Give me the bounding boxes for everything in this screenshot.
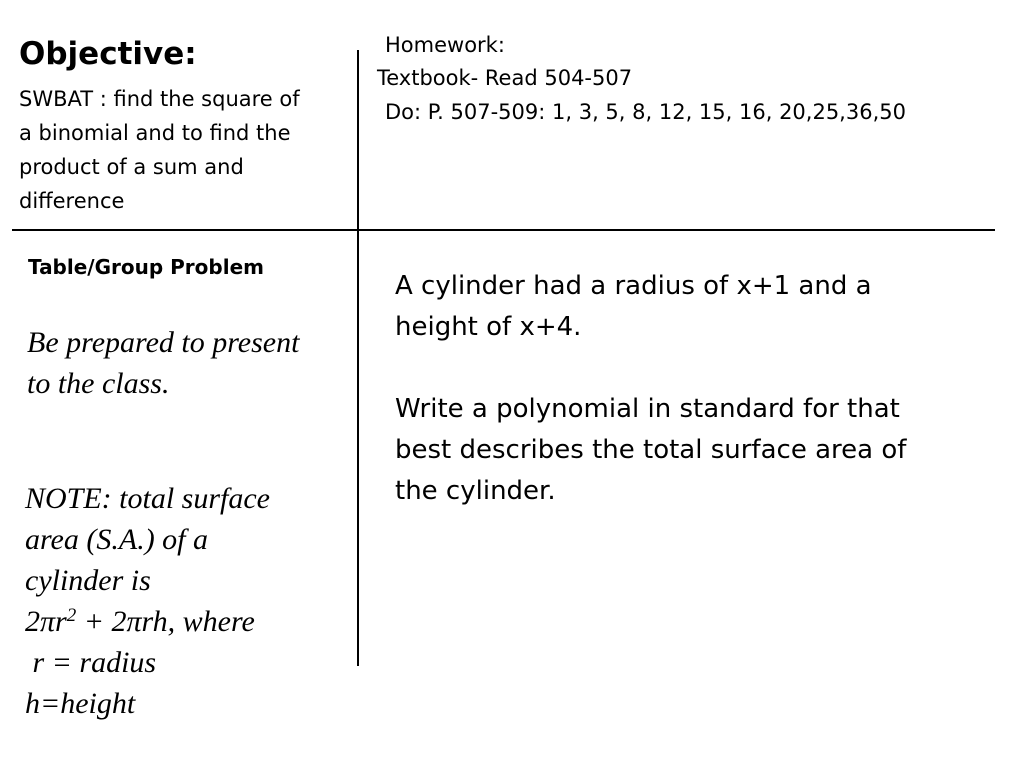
surface-area-note [25, 478, 355, 724]
formula-rest: + 2πrh, where [76, 605, 255, 638]
note-line: NOTE: total surface [25, 482, 270, 515]
note-line: cylinder is [25, 564, 151, 597]
objective-title: Objective: [19, 36, 197, 72]
homework-problems: Do: P. 507-509: 1, 3, 5, 8, 12, 15, 16, 20,25,36,50 [385, 100, 906, 124]
objective-body [19, 82, 349, 218]
objective-line: a binomial and to find the [19, 121, 291, 145]
cylinder-problem [395, 266, 955, 553]
homework-title: Homework: [385, 33, 505, 57]
formula-term: 2πr [25, 605, 67, 638]
note-formula [25, 601, 355, 642]
note-line: r = radius [25, 646, 157, 679]
homework-reading: Textbook- Read 504-507 [377, 66, 633, 90]
vertical-divider [357, 50, 359, 666]
note-line: h=height [25, 687, 136, 720]
present-line: to the class. [27, 367, 170, 400]
objective-line: difference [19, 189, 125, 213]
objective-line: product of a sum and [19, 155, 244, 179]
horizontal-divider [12, 229, 995, 231]
problem-statement: A cylinder had a radius of x+1 and a height of x+4. [395, 271, 872, 342]
group-problem-title: Table/Group Problem [28, 255, 264, 279]
present-instruction [27, 322, 347, 404]
objective-line: SWBAT : find the square of [19, 87, 300, 111]
note-line: area (S.A.) of a [25, 523, 209, 556]
present-line: Be prepared to present [27, 326, 300, 359]
problem-question: Write a polynomial in standard for that best describes the total surface area of the cylinder. [395, 394, 907, 506]
formula-exponent: 2 [66, 605, 77, 626]
